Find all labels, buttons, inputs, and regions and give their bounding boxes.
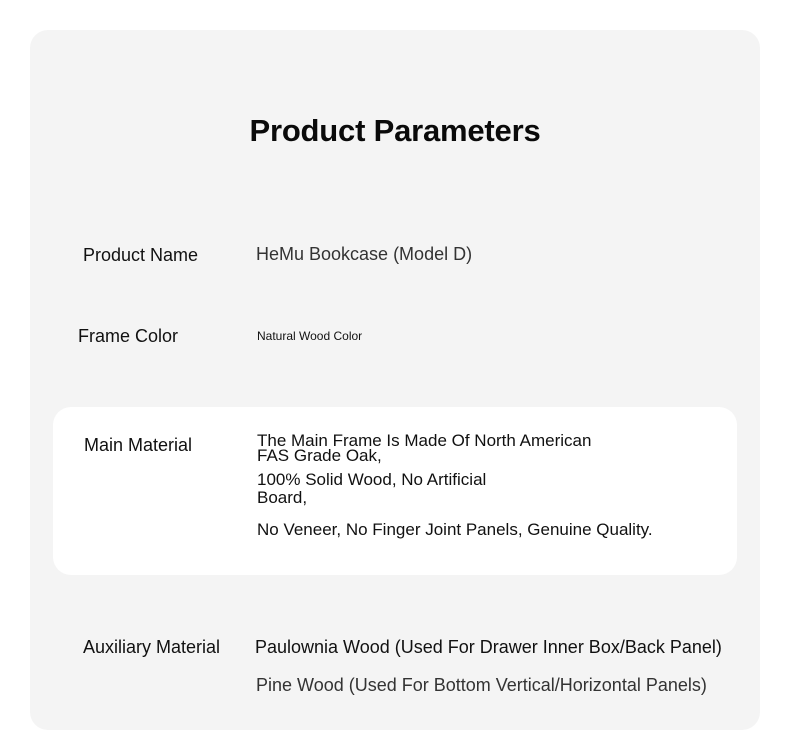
page-title: Product Parameters xyxy=(249,113,541,148)
product-name-value: HeMu Bookcase (Model D) xyxy=(256,244,473,264)
main-material-line: Board, xyxy=(257,488,308,507)
main-material-line: The Main Frame Is Made Of North American xyxy=(257,431,592,450)
main-material-label: Main Material xyxy=(84,435,193,455)
frame-color-label: Frame Color xyxy=(78,326,179,346)
auxiliary-material-line: Pine Wood (Used For Bottom Vertical/Horizontal Panels) xyxy=(256,675,707,695)
main-material-line: 100% Solid Wood, No Artificial xyxy=(257,470,487,489)
frame-color-value: Natural Wood Color xyxy=(257,329,363,343)
product-name-label: Product Name xyxy=(83,245,199,265)
auxiliary-material-line: Paulownia Wood (Used For Drawer Inner Box/Back Panel) xyxy=(255,637,722,657)
main-material-line: No Veneer, No Finger Joint Panels, Genuine Quality. xyxy=(257,520,653,539)
auxiliary-material-label: Auxiliary Material xyxy=(83,637,221,657)
main-material-line: FAS Grade Oak, xyxy=(257,446,382,465)
